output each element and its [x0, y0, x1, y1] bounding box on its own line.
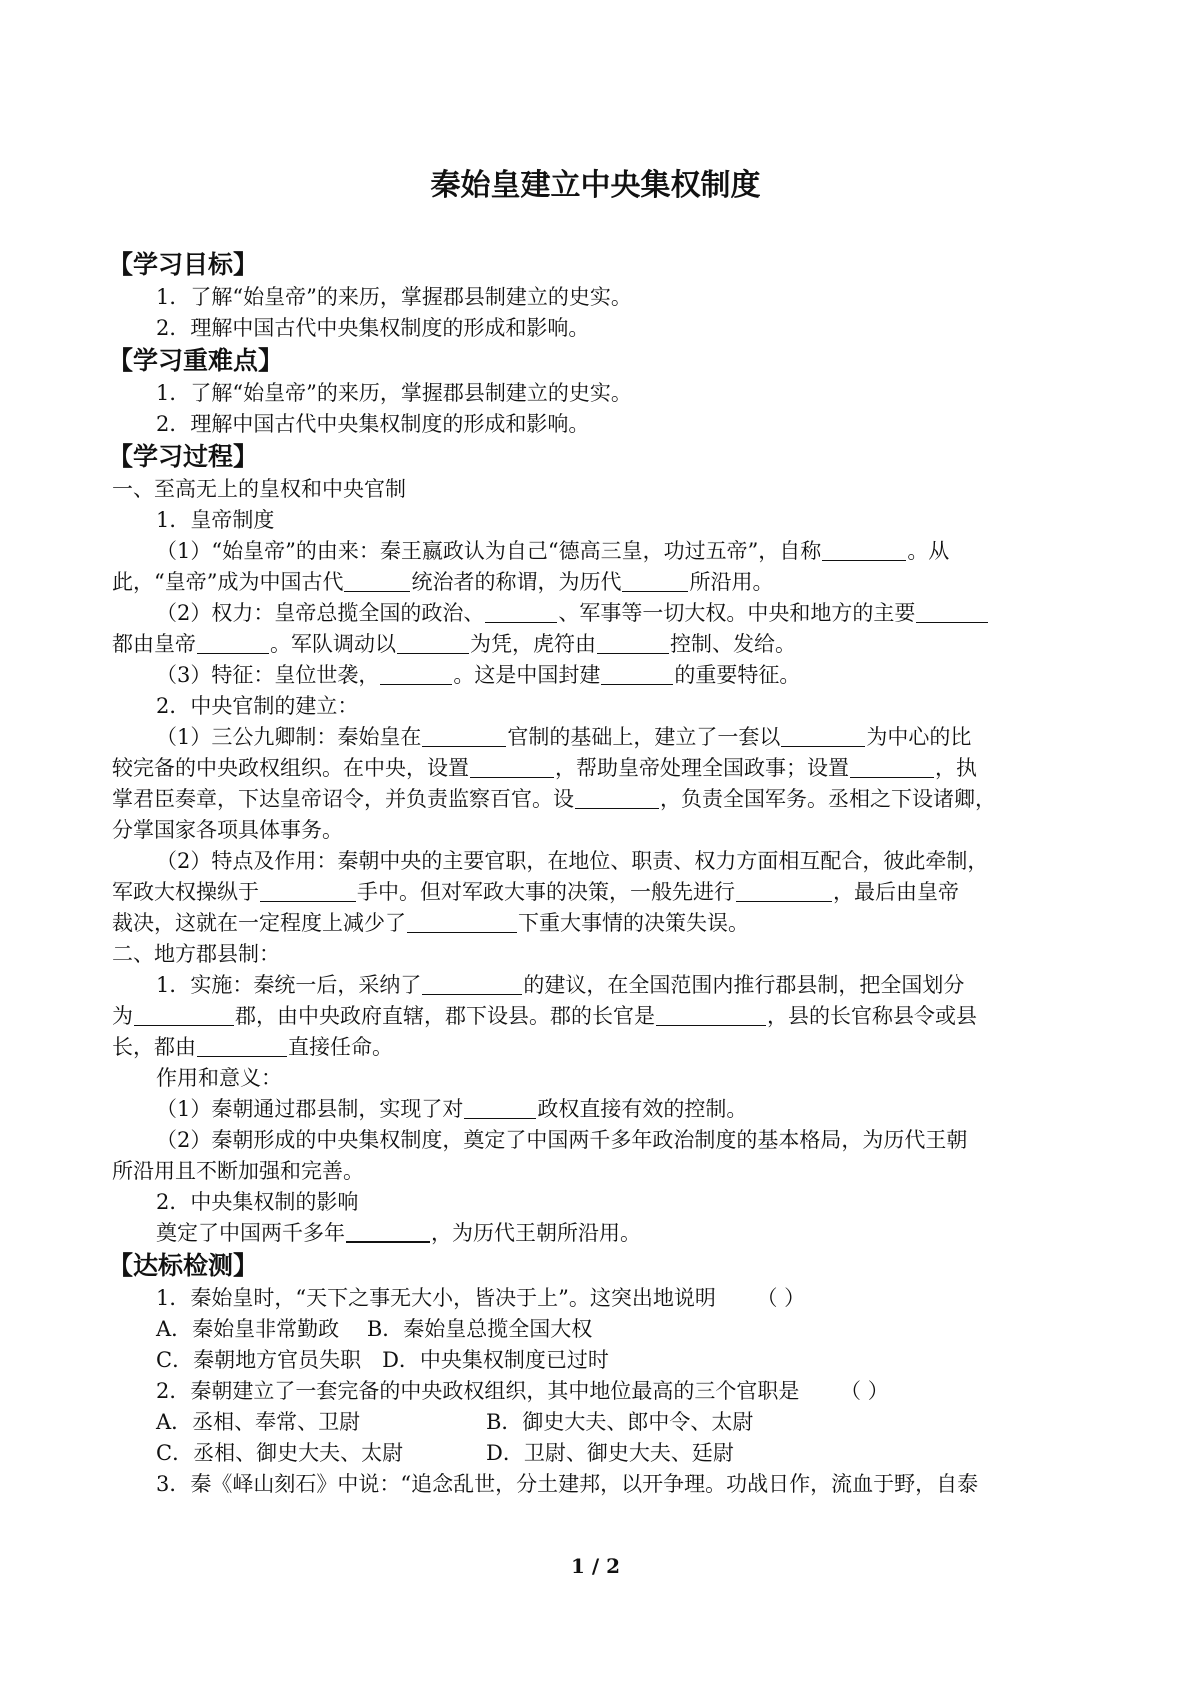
paragraph-line — [112, 877, 1082, 908]
fill-in-blank[interactable] — [346, 1219, 430, 1243]
paragraph-line: 所沿用且不断加强和完善。 — [112, 1159, 364, 1183]
text-run: （1）秦朝通过郡县制，实现了对 — [156, 1097, 464, 1121]
fill-in-blank[interactable] — [197, 1034, 287, 1057]
text-run: （2）权力：皇帝总揽全国的政治、 — [156, 601, 485, 625]
subsection-title: 2．中央官制的建立： — [156, 694, 359, 718]
text-run: 政权直接有效的控制。 — [537, 1097, 748, 1121]
page-title: 秦始皇建立中央集权制度 — [430, 168, 761, 203]
text-run: 。这是中国封建 — [453, 663, 601, 687]
fill-in-blank[interactable] — [422, 724, 506, 747]
question-stem — [112, 1376, 1082, 1407]
part-title: 一、至高无上的皇权和中央官制 — [112, 477, 406, 501]
fill-in-blank[interactable] — [601, 662, 673, 685]
text-run: ，负责全国军务。丞相之下设诸卿， — [660, 787, 996, 811]
text-run: 2．秦朝建立了一套完备的中央政权组织，其中地位最高的三个官职是 — [156, 1379, 800, 1403]
paragraph-line — [112, 629, 1082, 660]
subsection-title: 2．中央集权制的影响 — [156, 1190, 359, 1214]
text-run: ，为历代王朝所沿用。 — [431, 1221, 641, 1245]
text-run: 。军队调动以 — [270, 632, 396, 656]
fill-in-blank[interactable] — [344, 569, 410, 592]
fill-in-blank[interactable] — [134, 1003, 234, 1026]
subsection-title: 作用和意义： — [156, 1066, 282, 1090]
text-run: 较完备的中央政权组织。在中央，设置 — [112, 756, 469, 780]
question-options — [112, 1438, 1082, 1469]
text-run: ，最后由皇帝 — [833, 880, 959, 904]
paragraph-line — [112, 567, 1082, 598]
fill-in-blank[interactable] — [464, 1096, 536, 1119]
fill-in-blank[interactable] — [736, 879, 832, 902]
text-run: 手中。但对军政大事的决策，一般先进行 — [357, 880, 735, 904]
paragraph-line — [112, 908, 1082, 939]
option-d[interactable]: D．卫尉、御史大夫、廷尉 — [486, 1441, 734, 1465]
fill-in-blank[interactable] — [850, 755, 934, 778]
text-run: （3）特征：皇位世袭， — [156, 663, 380, 687]
text-run: 长，都由 — [112, 1035, 196, 1059]
text-run: 都由皇帝 — [112, 632, 196, 656]
fill-in-blank[interactable] — [422, 972, 522, 995]
answer-parentheses[interactable]: （ ） — [840, 1379, 889, 1403]
text-run: 奠定了中国两千多年 — [156, 1221, 345, 1245]
paragraph-line — [112, 753, 1082, 784]
question-stem — [112, 1283, 1082, 1314]
paragraph-line — [112, 1001, 1082, 1032]
question-stem: 3．秦《峄山刻石》中说：“追念乱世，分土建邦，以开争理。功战日作，流血于野，自泰 — [156, 1472, 979, 1496]
text-run: 军政大权操纵于 — [112, 880, 259, 904]
text-run: 裁决，这就在一定程度上减少了 — [112, 911, 406, 935]
text-run: 为中心的比 — [866, 725, 972, 749]
fill-in-blank[interactable] — [822, 538, 906, 561]
text-run: （1）三公九卿制：秦始皇在 — [156, 725, 422, 749]
fill-in-blank[interactable] — [622, 569, 688, 592]
worksheet-content — [108, 248, 1082, 1500]
paragraph-line — [112, 722, 1082, 753]
text-run: 直接任命。 — [288, 1035, 393, 1059]
text-run: 1．实施：秦统一后，采纳了 — [156, 973, 422, 997]
text-run: 为 — [112, 1004, 133, 1028]
fill-in-blank[interactable] — [407, 910, 517, 933]
paragraph-line — [112, 970, 1082, 1001]
fill-in-blank[interactable] — [597, 631, 669, 654]
paragraph-line — [112, 536, 1082, 567]
subsection-title: 1．皇帝制度 — [156, 508, 275, 532]
text-run: 。从 — [907, 539, 950, 563]
fill-in-blank[interactable] — [470, 755, 554, 778]
objective-item: 2．理解中国古代中央集权制度的形成和影响。 — [156, 316, 590, 340]
text-run: 此，“皇帝”成为中国古代 — [112, 570, 344, 594]
section-heading-process: 【学习过程】 — [108, 442, 259, 471]
fill-in-blank[interactable] — [197, 631, 269, 654]
paragraph-line: （2）特点及作用：秦朝中央的主要官职，在地位、职责、权力方面相互配合，彼此牵制， — [156, 849, 989, 873]
text-run: 控制、发给。 — [670, 632, 796, 656]
fill-in-blank[interactable] — [380, 662, 452, 685]
fill-in-blank[interactable] — [575, 786, 659, 809]
paragraph-line — [112, 1218, 1082, 1249]
option-b[interactable]: B．御史大夫、郎中令、太尉 — [486, 1410, 754, 1434]
text-run: ，执 — [935, 756, 977, 780]
text-run: 所沿用。 — [689, 570, 774, 594]
fill-in-blank[interactable] — [260, 879, 356, 902]
paragraph-line — [112, 660, 1082, 691]
text-run: 下重大事情的决策失误。 — [518, 911, 749, 935]
fill-in-blank[interactable] — [485, 600, 557, 623]
paragraph-line — [112, 1032, 1082, 1063]
text-run: ，帮助皇帝处理全国政事；设置 — [555, 756, 849, 780]
text-run: ，县的长官称县令或县 — [767, 1004, 977, 1028]
option-a[interactable]: A．丞相、奉常、卫尉 — [156, 1410, 361, 1434]
paragraph-line — [112, 598, 1082, 629]
text-run: 统治者的称谓，为历代 — [411, 570, 622, 594]
paragraph-line: （2）秦朝形成的中央集权制度，奠定了中国两千多年政治制度的基本格局，为历代王朝 — [156, 1128, 968, 1152]
text-run: （1）“始皇帝”的由来：秦王嬴政认为自己“德高三皇，功过五帝”，自称 — [156, 539, 822, 563]
fill-in-blank[interactable] — [656, 1003, 766, 1026]
answer-parentheses[interactable]: （ ） — [756, 1286, 806, 1310]
paragraph-line: 分掌国家各项具体事务。 — [112, 818, 343, 842]
question-options: A．秦始皇非常勤政 B．秦始皇总揽全国大权 — [156, 1317, 593, 1341]
paragraph-line — [112, 784, 1082, 815]
fill-in-blank[interactable] — [397, 631, 469, 654]
paragraph-line — [112, 1094, 1082, 1125]
page-number: 1 / 2 — [570, 1554, 621, 1578]
text-run: 、军事等一切大权。中央和地方的主要 — [558, 601, 916, 625]
text-run: 官制的基础上，建立了一套以 — [507, 725, 781, 749]
section-heading-assessment: 【达标检测】 — [108, 1251, 259, 1280]
text-run: 郡，由中央政府直辖，郡下设县。郡的长官是 — [235, 1004, 655, 1028]
text-run: 的建议，在全国范围内推行郡县制，把全国划分 — [523, 973, 965, 997]
question-options: C．秦朝地方官员失职 D．中央集权制度已过时 — [156, 1348, 609, 1372]
key-point-item: 2．理解中国古代中央集权制度的形成和影响。 — [156, 412, 590, 436]
text-run: 1．秦始皇时，“天下之事无大小，皆决于上”。这突出地说明 — [156, 1286, 716, 1310]
text-run: 为凭，虎符由 — [470, 632, 596, 656]
fill-in-blank[interactable] — [916, 600, 988, 623]
question-options — [112, 1407, 1082, 1438]
text-run: 的重要特征。 — [674, 663, 801, 687]
section-heading-key-points: 【学习重难点】 — [108, 346, 284, 375]
section-heading-objectives: 【学习目标】 — [108, 250, 259, 279]
objective-item: 1．了解“始皇帝”的来历，掌握郡县制建立的史实。 — [156, 285, 632, 309]
key-point-item: 1．了解“始皇帝”的来历，掌握郡县制建立的史实。 — [156, 381, 632, 405]
option-c[interactable]: C．丞相、御史大夫、太尉 — [156, 1441, 404, 1465]
text-run: 掌君臣奏章，下达皇帝诏令，并负责监察百官。设 — [112, 787, 574, 811]
fill-in-blank[interactable] — [781, 724, 865, 747]
part-title: 二、地方郡县制： — [112, 942, 280, 966]
